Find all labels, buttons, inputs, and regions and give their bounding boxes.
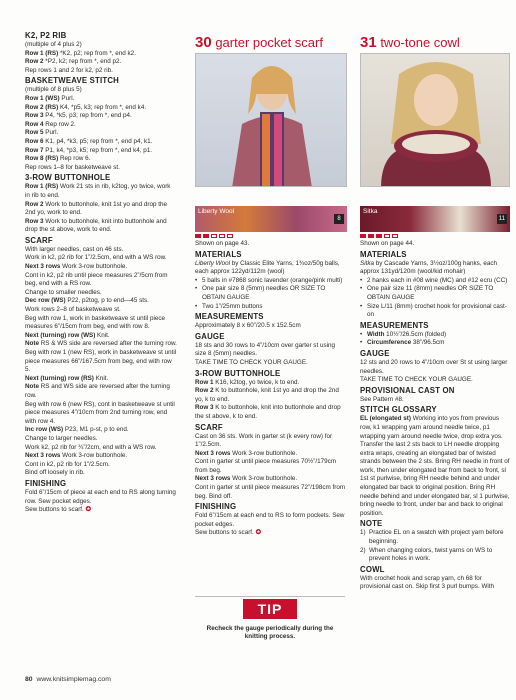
basketweave-row: Row 6 K1, p4, *k3, p5; rep from *, end p4, k1. bbox=[25, 137, 153, 145]
scarf-step: Next (turning) row (WS) Knit. bbox=[25, 331, 110, 339]
gauge-text: 18 sts and 30 rows to 4”/10cm over garter st using size 8 (5mm) needles. bbox=[195, 341, 335, 358]
pattern-31-title: 31 two-tone cowl bbox=[360, 34, 460, 51]
gauge-title: GAUGE bbox=[360, 348, 390, 358]
scarf-step: Change to smaller needles. bbox=[25, 288, 102, 296]
scarf-step: Next 3 rows Work 3-row buttonhole. bbox=[195, 449, 298, 457]
scarf-step: Cast on 36 sts. Work in garter st (k every row) for 1”/2.5cm. bbox=[195, 432, 333, 449]
scarf-note: Note RS & WS side are reversed after the turning row. bbox=[25, 340, 177, 348]
section-scarf-title: SCARF bbox=[25, 235, 53, 245]
scarf-step: Cont in k2, p2 rib for 1”/2.5cm. bbox=[25, 460, 110, 468]
scarf-step: Next 3 rows Work 3-row buttonhole. bbox=[25, 452, 128, 460]
materials-item: • Size L/11 (8mm) crochet hook for provisional cast-on bbox=[360, 303, 510, 320]
gauge-title: GAUGE bbox=[195, 331, 225, 341]
gauge-text: 12 sts and 20 rows to 4”/10cm over St st using larger needles. bbox=[360, 358, 508, 375]
scarf-step: Next 3 rows Work 3-row buttonhole. bbox=[195, 475, 298, 483]
materials-title: MATERIALS bbox=[195, 249, 242, 259]
materials-title: MATERIALS bbox=[360, 249, 407, 259]
column-right bbox=[360, 230, 510, 592]
page-footer bbox=[25, 676, 111, 683]
buttonhole-row: Row 1 K16, k2tog, yo twice, k to end. bbox=[195, 378, 300, 386]
materials-item: • 2 hanks each in #08 wine (MC) and #12 ecru (CC) bbox=[360, 277, 510, 286]
scarf-step: Cont in garter st until piece measures 72”/198cm from beg. Bind off. bbox=[195, 484, 346, 500]
end-mark-icon: ✪ bbox=[255, 529, 261, 537]
gauge-check: TAKE TIME TO CHECK YOUR GAUGE. bbox=[360, 376, 473, 384]
materials-item: • Two 1”/25mm buttons bbox=[195, 303, 347, 312]
note-item: 1) Practice EL on a swatch with project yarn before beginning. bbox=[360, 529, 504, 546]
buttonhole-title: 3-ROW BUTTONHOLE bbox=[195, 368, 281, 378]
finishing-step: Fold 6”/15cm at each end to RS to form pockets. Sew pocket edges. bbox=[195, 512, 345, 528]
basketweave-repeat: Rep rows 1–8 for basketweave st. bbox=[25, 163, 120, 171]
scarf-step: Work rows 2–8 of basketweave st. bbox=[25, 306, 121, 314]
skill-level-indicator bbox=[360, 234, 510, 238]
section-finishing-title: FINISHING bbox=[25, 478, 67, 488]
tip-box bbox=[195, 596, 345, 642]
page-number: 80 bbox=[25, 676, 33, 683]
cowl-text: With crochet hook and scrap yarn, ch 68 for provisional cast on. Skip first 3 purl bumps. With bbox=[360, 574, 495, 591]
needle-size-icon: 11 bbox=[498, 216, 506, 222]
scarf-step: Next 3 rows Work 3-row buttonhole. bbox=[25, 263, 128, 271]
buttonhole-row: Row 2 Work to buttonhole, knit 1st yo and drop the 2nd yo, work to end. bbox=[25, 200, 167, 217]
scarf-step: Cont in k2, p2 rib until piece measures 2”/5cm from beg, end with a RS row. bbox=[25, 271, 168, 288]
tip-title: TIP bbox=[243, 599, 297, 619]
scarf-model-photo bbox=[195, 53, 347, 187]
buttonhole-row: Row 2 K to buttonhole, knit 1st yo and drop the 2nd yo, k to end. bbox=[195, 387, 339, 403]
scarf-step: Work in k2, p2 rib for 1”/2.5cm, end with a WS row. bbox=[25, 254, 167, 262]
k2p2-row-1: Row 1 (RS) *K2, p2; rep from *, end k2. bbox=[25, 49, 136, 57]
cowl-model-photo bbox=[360, 53, 510, 187]
scarf-step: Beg with row 6 (new RS), cont in basketweave st until piece measures 4”/10cm from 2nd turning row, end with row 4. bbox=[25, 400, 175, 425]
finishing-step: Fold 6”/15cm of piece at each end to RS along turning row. Sew pocket edges. bbox=[25, 488, 176, 505]
materials-yarn: Sitka by Cascade Yarns, 3½oz/100g hanks, each approx 131yd/120m (wool/kid mohair) bbox=[360, 259, 497, 276]
scarf-step: Bind off loosely in rib. bbox=[25, 469, 85, 477]
section-k2p2-title: K2, P2 RIB bbox=[25, 31, 67, 40]
provisional-title: PROVISIONAL CAST ON bbox=[360, 385, 455, 395]
column-left bbox=[25, 30, 177, 515]
scarf-step: Beg with row 1, work in basketweave st until piece measures 6”/15cm from beg, end with row 8. bbox=[25, 314, 165, 331]
gauge-check: TAKE TIME TO CHECK YOUR GAUGE. bbox=[195, 358, 308, 366]
footer-url[interactable]: www.knitsimplemag.com bbox=[36, 676, 111, 683]
basketweave-row: Row 4 Rep row 2. bbox=[25, 120, 76, 128]
buttonhole-row: Row 1 (RS) Work 21 sts in rib, k2tog, yo twice, work in rib to end. bbox=[25, 183, 171, 199]
scarf-step: Cont in garter st until piece measures 70½”/179cm from beg. bbox=[195, 458, 337, 474]
basketweave-row: Row 1 (WS) Purl. bbox=[25, 94, 75, 102]
glossary-title: STITCH GLOSSARY bbox=[360, 405, 437, 415]
tip-text: Recheck the gauge periodically during the knitting process. bbox=[206, 625, 334, 641]
materials-item: • One pair size 8 (5mm) needles OR SIZE TO OBTAIN GAUGE bbox=[195, 285, 347, 302]
basketweave-row: Row 8 (RS) Rep row 6. bbox=[25, 155, 91, 163]
scarf-step: With larger needles, cast on 46 sts. bbox=[25, 245, 124, 253]
scarf-title: SCARF bbox=[195, 422, 223, 432]
skill-level-indicator bbox=[195, 234, 347, 238]
glossary-text: EL (elongated st) Working into yos from previous row, k1 wrapping yarn around needle twice, p1 wrapping yarn around needle twice, drop extra yos. Transfer the last 2 sts back to LH needle dropping extra wraps, creating an elongated bar of twisted strands between the 2 sts. Bring RH needle in front of work, then under elongated bar from back to front, sl 1st st purlwise, bring RH needle behind and under elongated bar back to original position. Bring RH needle behind and under elongated bar, sl 1 purlwise, bring needle to front, under bar and back to original position. bbox=[360, 415, 510, 517]
scarf-step: Work k2, p2 rib for ¾”/2cm, end with a WS row. bbox=[25, 443, 157, 451]
k2p2-row-2: Row 2 *P2, k2; rep from *, end p2. bbox=[25, 58, 122, 66]
finishing-step: Sew buttons to scarf. ✪ bbox=[25, 506, 91, 514]
measurements-title: MEASUREMENTS bbox=[195, 312, 264, 322]
basketweave-row: Row 3 P4, *k5, p3; rep from *, end p4. bbox=[25, 112, 132, 120]
shown-on-page: Shown on page 44. bbox=[360, 240, 415, 247]
basketweave-row: Row 2 (RS) K4, *p5, k3; rep from *, end k4. bbox=[25, 103, 147, 111]
scarf-step: Beg with row 1 (new RS), work in basketweave st until piece measures 66”/167.5cm from beg, end with row 5. bbox=[25, 349, 177, 374]
section-basketweave-title: BASKETWEAVE STITCH bbox=[25, 76, 119, 86]
pattern-30-title: 30 garter pocket scarf bbox=[195, 34, 323, 51]
scarf-step: Dec row (WS) P22, p2tog, p to end—45 sts. bbox=[25, 297, 149, 305]
shown-on-page: Shown on page 43. bbox=[195, 240, 250, 247]
scarf-step: Change to larger needles. bbox=[25, 434, 98, 442]
cowl-title: COWL bbox=[360, 564, 385, 574]
needle-size-icon: 8 bbox=[334, 214, 344, 224]
column-middle bbox=[195, 230, 347, 538]
materials-item: • 5 balls in #7868 sonic lavender (orange/pink multi) bbox=[195, 277, 347, 286]
k2p2-multiple: (multiple of 4 plus 2) bbox=[25, 41, 82, 48]
measurement-item: • Circumference 38”/96.5cm bbox=[360, 339, 510, 348]
scarf-step: Next (turning) row (RS) Knit. bbox=[25, 374, 109, 382]
buttonhole-row: Row 3 Work to buttonhole, knit into buttonhole and drop the st above, work to end. bbox=[25, 217, 167, 234]
scarf-step: Inc row (WS) P23, M1 p-st, p to end. bbox=[25, 426, 129, 434]
note-item: 2) When changing colors, twist yarns on WS to prevent holes in work. bbox=[360, 546, 493, 563]
basketweave-multiple: (multiple of 8 plus 5) bbox=[25, 86, 82, 94]
section-buttonhole-title: 3-ROW BUTTONHOLE bbox=[25, 173, 111, 183]
finishing-title: FINISHING bbox=[195, 502, 237, 512]
buttonhole-row: Row 3 K to buttonhole, knit into buttonhole and drop the st above, k to end. bbox=[195, 404, 341, 420]
measurements-text: Approximately 8 x 60”/20.5 x 152.5cm bbox=[195, 322, 301, 330]
k2p2-repeat: Rep rows 1 and 2 for k2, p2 rib. bbox=[25, 66, 113, 74]
yarn-swatch-liberty-wool: Liberty Wool 8 bbox=[195, 206, 347, 232]
materials-item: • One pair size 11 (8mm) needles OR SIZE TO OBTAIN GAUGE bbox=[360, 285, 510, 302]
note-title: NOTE bbox=[360, 519, 383, 529]
measurement-item: • Width 10½”/26.5cm (folded) bbox=[360, 331, 510, 340]
yarn-swatch-sitka: Sitka 11 bbox=[360, 206, 510, 232]
basketweave-row: Row 7 P1, k4, *p3, k5; rep from *, end k4, p1. bbox=[25, 146, 153, 154]
end-mark-icon: ✪ bbox=[85, 506, 91, 514]
finishing-step: Sew buttons to scarf. ✪ bbox=[195, 529, 261, 537]
provisional-text: See Pattern #8. bbox=[360, 395, 404, 403]
measurements-title: MEASUREMENTS bbox=[360, 320, 429, 330]
materials-yarn: Liberty Wool by Classic Elite Yarns, 1¾oz/50g balls, each approx 122yd/112m (wool) bbox=[195, 259, 340, 276]
scarf-note: Note RS and WS side are reversed after the turning row. bbox=[25, 383, 170, 399]
basketweave-row: Row 5 Purl. bbox=[25, 129, 59, 137]
